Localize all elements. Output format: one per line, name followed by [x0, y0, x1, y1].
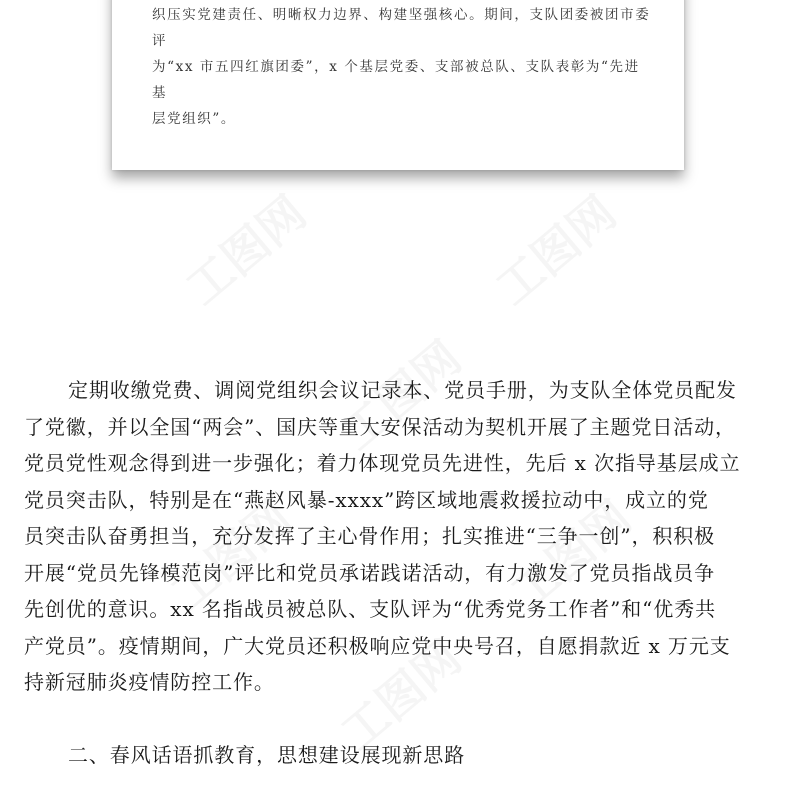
- card-line: 为“xx 市五四红旗团委”，x 个基层党委、支部被总队、支队表彰为“先进基: [152, 59, 640, 101]
- body-line: 持新冠肺炎疫情防控工作。: [24, 670, 275, 694]
- body-line: 先创优的意识。xx 名指战员被总队、支队评为“优秀党务工作者”和“优秀共: [24, 597, 716, 621]
- watermark: 工图网: [500, 490, 642, 621]
- section-heading: 二、春风话语抓教育，思想建设展现新思路: [68, 743, 466, 767]
- watermark: 工图网: [160, 490, 302, 621]
- body-paragraph: [24, 372, 784, 701]
- body-line: 产党员”。疫情期间，广大党员还积极响应党中央号召，自愿捐款近 x 万元支: [24, 633, 731, 658]
- body-line: 了党徽，并以全国“两会”、国庆等重大安保活动为契机开展了主题党日活动，: [24, 414, 736, 439]
- card-line: 层党组织”。: [152, 111, 237, 127]
- watermark: 工图网: [330, 330, 472, 461]
- page-preview-card: [112, 0, 684, 170]
- body-line: 党员突击队，特别是在“燕赵风暴-xxxx”跨区域地震救援拉动中，成立的党: [24, 487, 709, 512]
- body-line: 党员党性观念得到进一步强化；着力体现党员先进性，先后 x 次指导基层成立: [24, 451, 741, 475]
- body-line: 定期收缴党费、调阅党组织会议记录本、党员手册，为支队全体党员配发: [68, 378, 737, 402]
- body-line: 员突击队奋勇担当，充分发挥了主心骨作用；扎实推进“三争一创”，积积极: [24, 524, 716, 548]
- watermark: 工图网: [485, 185, 627, 316]
- card-paragraph: [152, 2, 652, 132]
- watermark: 工图网: [175, 185, 317, 316]
- watermark: 工图网: [330, 630, 472, 761]
- card-line: 织压实党建责任、明晰权力边界、构建坚强核心。期间，支队团委被团市委评: [152, 7, 651, 49]
- body-line: 开展“党员先锋模范岗”评比和党员承诺践诺活动，有力激发了党员指战员争: [24, 560, 716, 585]
